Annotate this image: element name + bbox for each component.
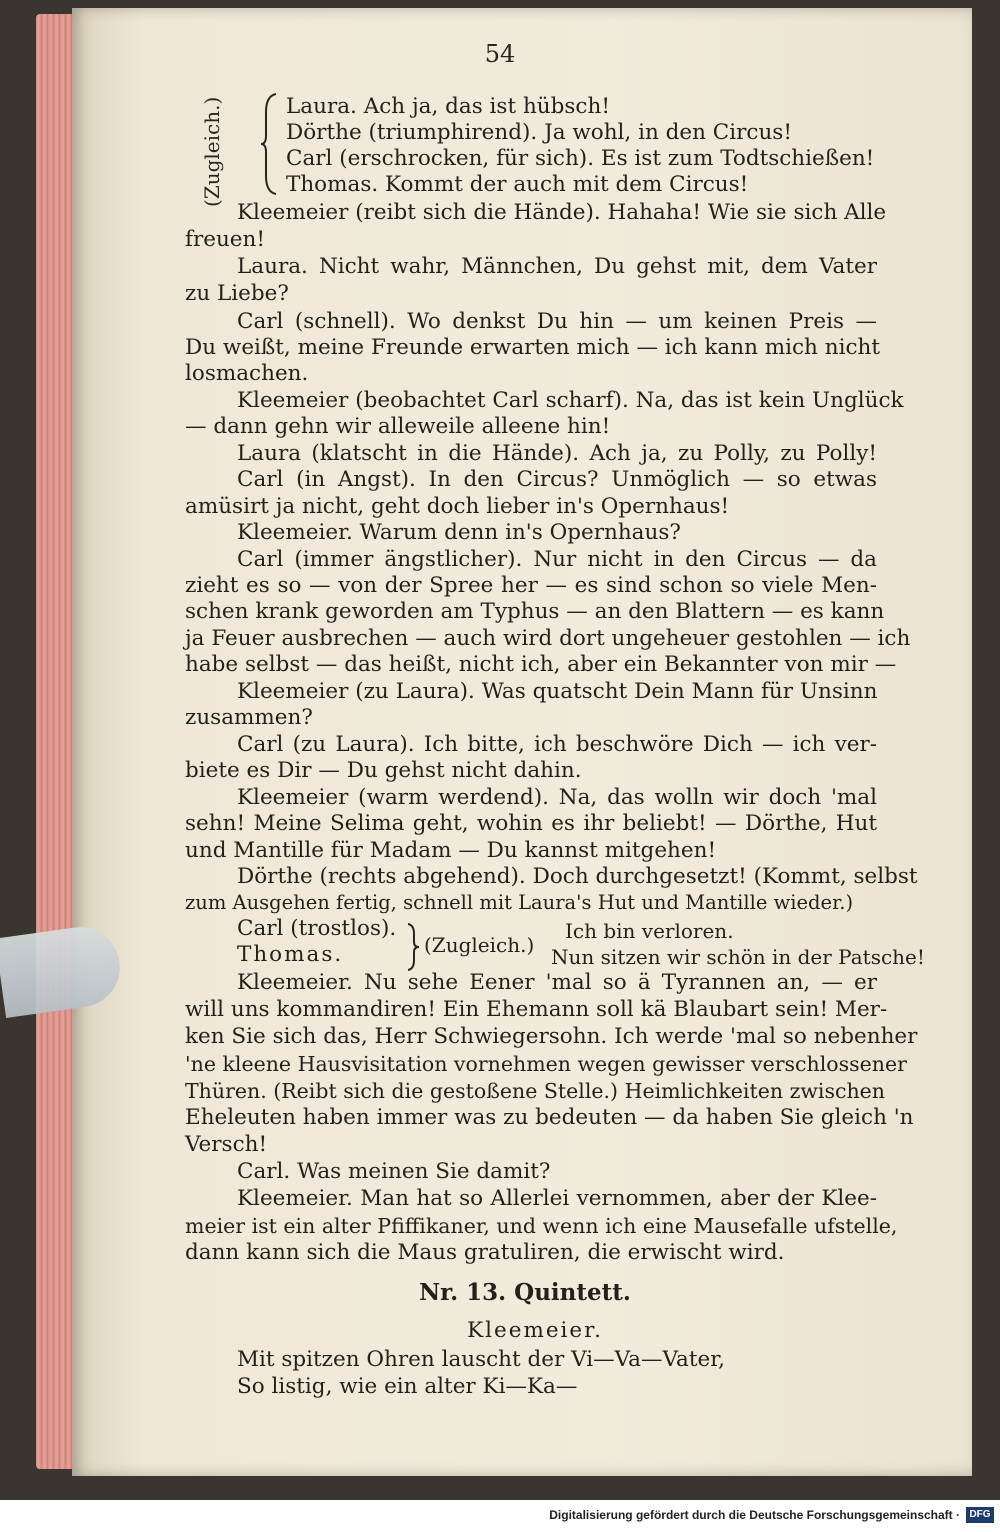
text-line: Kleemeier. Man hat so Allerlei vernommen, aber der Klee-: [237, 1186, 877, 1211]
verse-line: So listig, wie ein alter Ki—Ka—: [237, 1374, 578, 1399]
text-line: Kleemeier (warm werdend). Na, das wolln wir doch 'mal: [237, 785, 877, 810]
speech-thomas: Nun sitzen wir schön in der Patsche!: [551, 945, 925, 969]
text-line: sehn! Meine Selima geht, wohin es ihr beliebt! — Dörthe, Hut: [185, 811, 877, 836]
footer-bar: [0, 1500, 1000, 1532]
text-line: 'ne kleene Hausvisitation vornehmen wegen gewisser verschlossener: [185, 1052, 907, 1076]
dfg-logo: DFG: [966, 1507, 994, 1523]
text-line: Thüren. (Reibt sich die gestoßene Stelle.) Heimlichkeiten zwischen: [185, 1079, 886, 1103]
speaker-heading: Kleemeier.: [467, 1318, 603, 1343]
text-line: Thomas. Kommt der auch mit dem Circus!: [286, 172, 749, 197]
text-line: und Mantille für Madam — Du kannst mitgehen!: [185, 838, 717, 863]
text-line: losmachen.: [185, 361, 309, 386]
text-line: zieht es so — von der Spree her — es sind schon so viele Men-: [185, 573, 877, 598]
text-line: zu Liebe?: [185, 281, 289, 306]
text-line: Dörthe (triumphirend). Ja wohl, in den Circus!: [286, 120, 792, 145]
text-line: Carl (zu Laura). Ich bitte, ich beschwöre Dich — ich ver-: [237, 732, 877, 757]
text-line: Laura (klatscht in die Hände). Ach ja, zu Polly, zu Polly!: [237, 441, 877, 466]
zugleich-note: (Zugleich.): [424, 933, 535, 957]
text-line: Kleemeier (reibt sich die Hände). Hahaha! Wie sie sich Alle: [237, 200, 887, 225]
text-line: ja Feuer ausbrechen — auch wird dort ungeheuer gestohlen — ich: [185, 626, 911, 651]
text-line: freuen!: [185, 227, 266, 252]
speaker-thomas: Thomas.: [237, 942, 344, 967]
text-line: Carl (immer ängstlicher). Nur nicht in den Circus — da: [237, 547, 877, 572]
text-line: Carl. Was meinen Sie damit?: [237, 1159, 551, 1184]
speaker-carl: Carl (trostlos).: [237, 916, 397, 941]
verse-line: Mit spitzen Ohren lauscht der Vi—Va—Vater,: [237, 1347, 725, 1372]
page-number: 54: [484, 40, 516, 68]
text-line: dann kann sich die Maus gratuliren, die erwischt wird.: [185, 1240, 785, 1265]
text-line: Laura. Nicht wahr, Männchen, Du gehst mit, dem Vater: [237, 254, 877, 279]
brace-left: [260, 92, 280, 196]
speech-carl: Ich bin verloren.: [565, 919, 734, 943]
text-line: will uns kommandiren! Ein Ehemann soll kä Blaubart sein! Mer-: [185, 997, 888, 1022]
brace-middle: [406, 922, 420, 972]
text-line: Dörthe (rechts abgehend). Doch durchgesetzt! (Kommt, selbst: [237, 864, 918, 889]
text-line: zusammen?: [185, 705, 313, 730]
text-line: zum Ausgehen fertig, schnell mit Laura's Hut und Mantille wieder.): [185, 891, 854, 914]
text-line: amüsirt ja nicht, geht doch lieber in's Opernhaus!: [185, 494, 730, 519]
text-line: Kleemeier. Warum denn in's Opernhaus?: [237, 520, 681, 545]
text-line: ken Sie sich das, Herr Schwiegersohn. Ich werde 'mal so nebenher: [185, 1024, 918, 1049]
text-line: Kleemeier (beobachtet Carl scharf). Na, das ist kein Unglück: [237, 388, 904, 413]
text-line: meier ist ein alter Pfiffikaner, und wenn ich eine Mausefalle ufstelle,: [185, 1214, 898, 1238]
text-line: Carl (erschrocken, für sich). Es ist zum Todtschießen!: [286, 146, 875, 171]
text-line: Laura. Ach ja, das ist hübsch!: [286, 94, 610, 119]
text-line: Du weißt, meine Freunde erwarten mich — ich kann mich nicht: [185, 335, 880, 360]
section-heading: Nr. 13. Quintett.: [419, 1279, 631, 1306]
text-line: Carl (schnell). Wo denkst Du hin — um keinen Preis —: [237, 309, 877, 334]
text-line: schen krank geworden am Typhus — an den Blattern — es kann: [185, 599, 885, 624]
text-line: Carl (in Angst). In den Circus? Unmöglich — so etwas: [237, 467, 877, 492]
text-line: biete es Dir — Du gehst nicht dahin.: [185, 758, 582, 783]
text-line: — dann gehn wir alleweile alleene hin!: [185, 414, 611, 439]
text-line: habe selbst — das heißt, nicht ich, aber ein Bekannter von mir —: [185, 652, 897, 677]
text-line: Versch!: [185, 1132, 268, 1157]
side-note: (Zugleich.): [200, 96, 224, 207]
footer-text: Digitalisierung gefördert durch die Deutsche Forschungsgemeinschaft ·: [549, 1508, 960, 1522]
text-line: Eheleuten haben immer was zu bedeuten — da haben Sie gleich 'n: [185, 1105, 914, 1130]
text-line: Kleemeier (zu Laura). Was quatscht Dein Mann für Unsinn: [237, 679, 878, 704]
text-line: Kleemeier. Nu sehe Eener 'mal so ä Tyrannen an, — er: [237, 970, 877, 995]
